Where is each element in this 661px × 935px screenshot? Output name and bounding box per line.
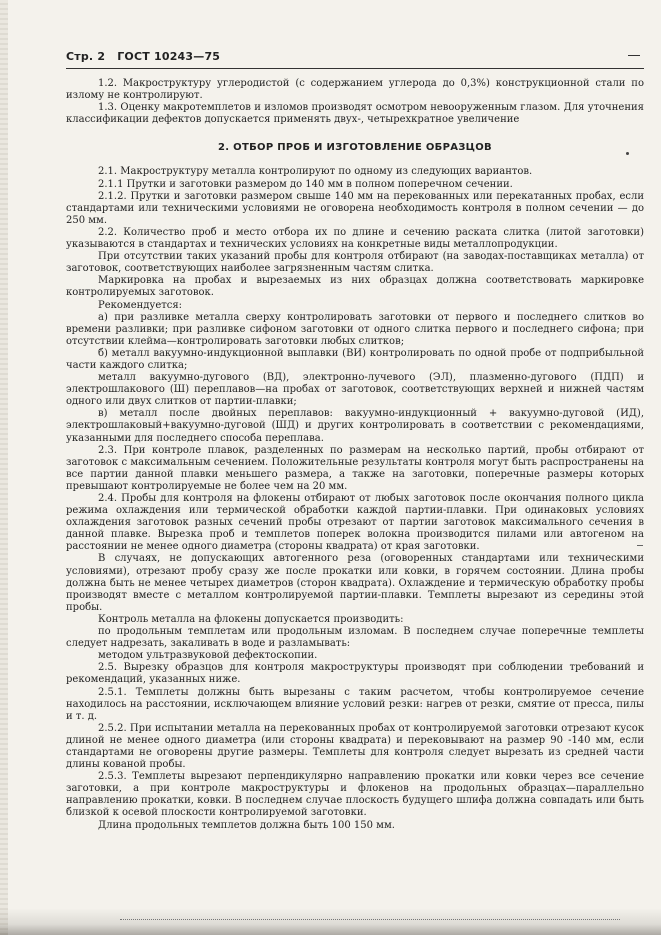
binding-edge	[0, 0, 8, 935]
paragraph-2-4-cases: В случаях, не допускающих автогенного реза (оговоренных стандартами или техническими условиями), отрезают пробу сразу же после прокатки или ковки, в горячем состоянии. Длина пробы должна быть не менее четырех диаметров (сторон квадрата). Охлаждение и термическую обработку пробы производят вместе с металлом контролируемой партии-плавки. Темплеты вырезают из середины этой пробы.	[66, 553, 644, 613]
paragraph-1-2: 1.2. Макроструктуру углеродистой (с содержанием углерода до 0,3%) конструкционной стали по излому не контролируют.	[66, 78, 644, 102]
paragraph-2-1-1: 2.1.1 Прутки и заготовки размером до 140 мм в полном поперечном сечении.	[98, 178, 513, 190]
paragraph-marking: Маркировка на пробах и вырезаемых из них образцах должна соответствовать маркировке контролируемых заготовок.	[66, 275, 644, 299]
paragraph-template-length: Длина продольных темплетов должна быть 100 150 мм.	[98, 819, 395, 831]
header-rule	[66, 68, 644, 69]
paragraph-2-5-2: 2.5.2. При испытании металла на перекованных пробах от контролируемой заготовки отрезают кусок длиной не менее одного диаметра (или стороны квадрата) и перековывают на размер 90 -140 мм, если стандартами не оговорены другие размеры. Темплеты для контроля следует вырезать из средней части длины кованой пробы.	[66, 722, 644, 771]
paragraph-flakes-control: Контроль металла на флокены допускается производить:	[98, 613, 404, 625]
paragraph-2-5-1: 2.5.1. Темплеты должны быть вырезаны с таким расчетом, чтобы контролируемое сечение находилось на расстоянии, исключающем влияние условий резки: нагрев от резки, смятие от пресса, пилы и т. д.	[66, 686, 644, 722]
document-body	[66, 78, 644, 832]
paragraph-longitudinal: по продольным темплетам или продольным изломам. В последнем случае поперечные темплеты следует надрезать, закаливать в воде и разламывать:	[66, 626, 644, 650]
paragraph-2-4: 2.4. Пробы для контроля на флокены отбирают от любых заготовок после окончания полного цикла режима охлаждения или термической обработки каждой партии-плавки. При одинаковых условиях охлаждения заготовок разных сечений пробы отрезают от партии заготовок максимального сечения в данной плавке. Вырезка проб и темплетов поперек волокна производится пилами или автогеном на расстоянии не менее одного диаметра (стороны квадрата) от края заготовки.	[66, 493, 644, 553]
standard-code: ГОСТ 10243—75	[117, 50, 221, 63]
paragraph-2-5-3: 2.5.3. Темплеты вырезают перпендикулярно направлению прокатки или ковки через все сечение заготовки, а при контроле макроструктуры и флокенов на продольных образцах—параллельно направлению прокатки, ковки. В последнем случае плоскость будущего шлифа должна совпадать или быть близкой к осевой плоскости контролируемой заготовки.	[66, 771, 644, 819]
paragraph-2-1-2: 2.1.2. Прутки и заготовки размером свыше 140 мм на перекованных или перекатанных пробах, если стандартами или техническими условиями не оговорена необходимость контроля в полном сечении — до 250 мм.	[66, 190, 644, 226]
paragraph-2-1: 2.1. Макроструктуру металла контролируют по одному из следующих вариантов.	[98, 166, 533, 178]
page-header	[66, 50, 228, 63]
section-title: 2. ОТБОР ПРОБ И ИЗГОТОВЛЕНИЕ ОБРАЗЦОВ	[218, 142, 492, 154]
page-number: Стр. 2	[66, 50, 106, 63]
header-dash	[628, 55, 640, 56]
paragraph-item-v: в) металл после двойных переплавов: вакуумно-индукционный + вакуумно-дуговой (ИД), электрошлаковый+вакуумно-дуговой (ШД) и других контролировать в соответствии с рекомендациями, указанными для последнего способа переплава.	[66, 408, 644, 444]
paragraph-item-b-remelt: металл вакуумно-дугового (ВД), электронно-лучевого (ЭЛ), плазменно-дугового (ПДП) и электрошлакового (Ш) переплавов—на пробах от заготовок, соответствующих верхней и нижней частям одного или двух слитков от партии-плавки;	[66, 372, 644, 408]
paragraph-2-3: 2.3. При контроле плавок, разделенных по размерам на несколько партий, пробы отбирают от заготовок с максимальным сечением. Положительные результаты контроля могут быть распространены на все партии данной плавки меньшего размера, а также на заготовки, поперечные размеры которых превышают контролируемые не более чем на 20 мм.	[66, 444, 644, 492]
paragraph-recommended: Рекомендуется:	[98, 299, 183, 311]
paragraph-ultrasonic: методом ультразвуковой дефектоскопии.	[98, 650, 318, 662]
paragraph-2-5: 2.5. Вырезку образцов для контроля макроструктуры производят при соблюдении требований и рекомендаций, указанных ниже.	[66, 662, 644, 686]
paragraph-2-2-note: При отсутствии таких указаний пробы для контроля отбирают (на заводах-поставщиках металла) от заготовок, соответствующих наиболее загрязненным частям слитка.	[66, 251, 644, 275]
paragraph-item-a: а) при разливке металла сверху контролировать заготовки от первого и последнего слитков во времени разливки; при разливке сифоном заготовки от одного слитка первого и последнего сифона; при отсутствии клейма—контролировать заготовки любых слитков;	[66, 311, 644, 347]
scan-shadow	[0, 908, 661, 935]
paragraph-1-3: 1.3. Оценку макротемплетов и изломов производят осмотром невооруженным глазом. Для уточнения классификации дефектов допускается применять двух-, четырехкратное увеличение	[66, 102, 644, 126]
paragraph-item-b: б) металл вакуумно-индукционной выплавки (ВИ) контролировать по одной пробе от подприбыльной части каждого слитка;	[66, 347, 644, 371]
scan-line	[120, 919, 620, 920]
paragraph-2-2: 2.2. Количество проб и место отбора их по длине и сечению раската слитка (литой заготовки) указываются в стандартах и технических условиях на конкретные виды металлопродукции.	[66, 226, 644, 251]
